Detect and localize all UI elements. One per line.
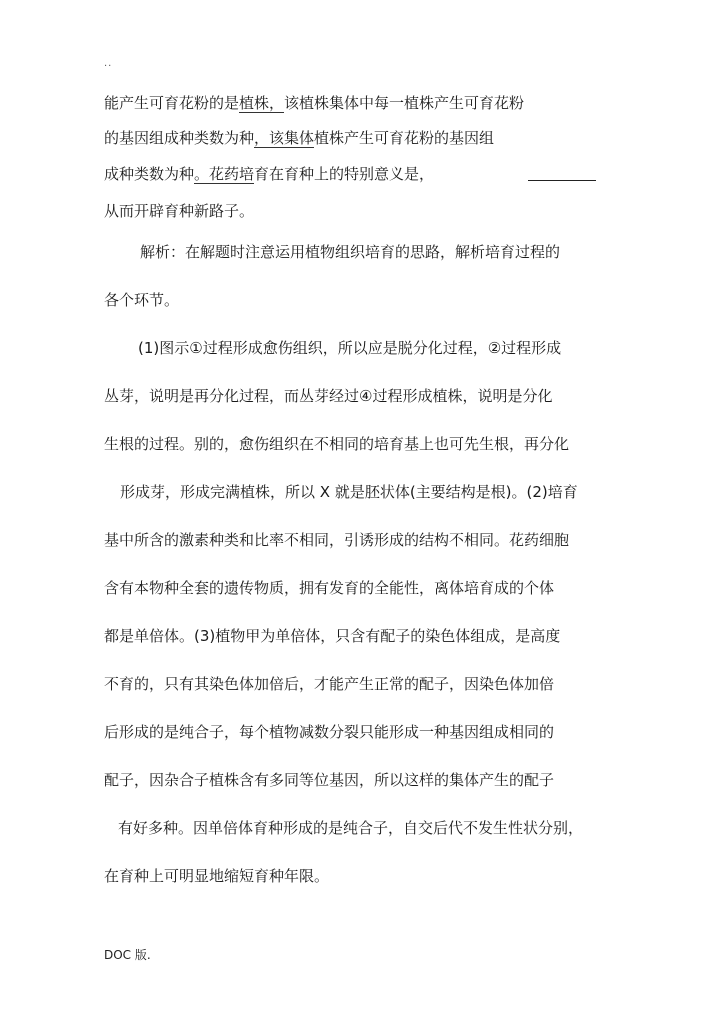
analysis-line: (1)图示①过程形成愈伤组织，所以应是脱分化过程，②过程形成: [138, 339, 562, 357]
analysis-line: 解析：在解题时注意运用植物组织培育的思路，解析培育过程的: [140, 243, 561, 261]
question-line-1: [104, 93, 524, 113]
question-text: 的基因组成种类数为种: [104, 129, 255, 147]
footer-label: DOC 版.: [104, 948, 151, 962]
analysis-line: 后形成的是纯合子，每个植物减数分裂只能形成一种基因组成相同的: [104, 723, 555, 741]
question-line-3: [104, 164, 434, 184]
question-line-2: [104, 128, 494, 148]
question-text: 植株产生可育花粉的基因组: [314, 129, 495, 147]
answer-underline: ，该集体: [254, 129, 315, 147]
analysis-line: 配子，因杂合子植株含有多同等位基因，所以这样的集体产生的配子: [104, 771, 555, 789]
analysis-line: 基中所含的激素种类和比率不相同，引诱形成的结构不相同。花药细胞: [104, 531, 570, 549]
analysis-line: 各个环节。: [104, 291, 180, 309]
analysis-line: 形成芽，形成完满植株，所以 X 就是胚状体(主要结构是根)。(2)培育: [120, 483, 578, 501]
header-mark: ..: [104, 58, 113, 69]
question-text: 能产生可育花粉的是: [104, 94, 240, 112]
question-text: 该植株集体中每一植株产生可育花粉: [284, 94, 525, 112]
question-text: 育在育种上的特别意义是，: [254, 165, 435, 183]
analysis-line: 不育的，只有其染色体加倍后，才能产生正常的配子，因染色体加倍: [104, 675, 555, 693]
question-line-4: 从而开辟育种新路子。: [104, 202, 255, 220]
analysis-line: 含有本物种全套的遗传物质，拥有发育的全能性，离体培育成的个体: [104, 579, 555, 597]
answer-underline: 。花药培: [194, 165, 255, 183]
answer-blank: [528, 166, 596, 181]
question-text: 成种类数为种: [104, 165, 195, 183]
analysis-line: 都是单倍体。(3)植物甲为单倍体，只含有配子的染色体组成，是高度: [104, 627, 561, 645]
analysis-line: 丛芽，说明是再分化过程，而丛芽经过④过程形成植株，说明是分化: [104, 387, 553, 405]
analysis-line: 有好多种。因单倍体育种形成的是纯合子，自交后代不发生性状分别，: [118, 819, 584, 837]
answer-underline: 植株，: [239, 94, 285, 112]
analysis-line: 生根的过程。别的，愈伤组织在不相同的培育基上也可先生根，再分化: [104, 435, 570, 453]
analysis-line: 在育种上可明显地缩短育种年限。: [104, 867, 330, 885]
